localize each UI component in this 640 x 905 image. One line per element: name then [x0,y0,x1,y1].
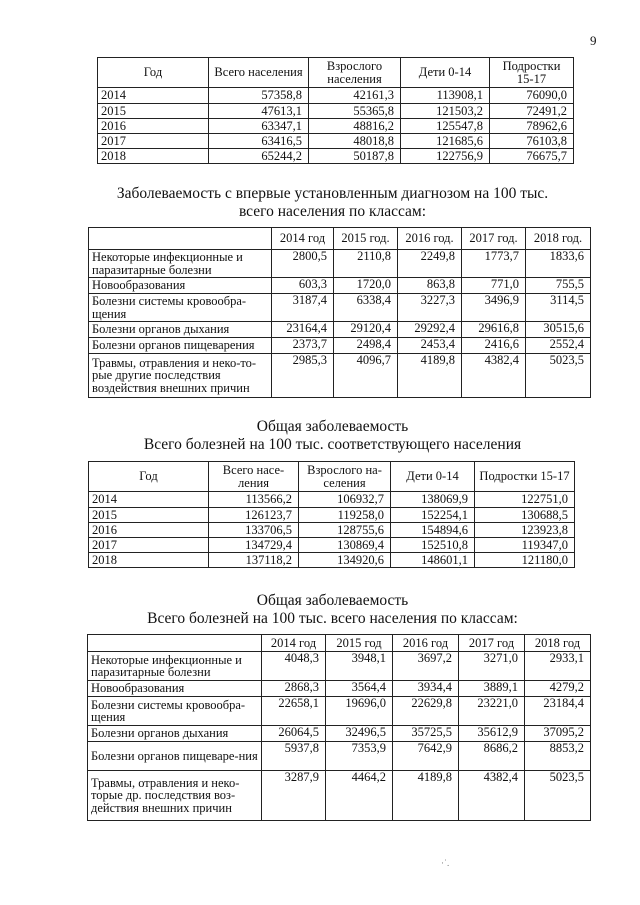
value-cell: 4382,4 [462,354,526,398]
header-year-2016: 2016 год. [398,228,462,250]
value-cell: 2498,4 [334,338,398,354]
table-row [98,149,574,164]
value-cell: 2110,8 [334,250,398,278]
value-cell: 4048,3 [262,652,326,681]
value-cell: 1773,7 [462,250,526,278]
value-cell: 121180,0 [475,553,575,568]
value-cell: 3227,3 [398,294,462,322]
value-cell: 3697,2 [393,652,459,681]
value-cell: 138069,9 [391,492,475,508]
value-cell: 48816,2 [309,119,401,134]
year-cell: 2014 [98,88,209,104]
disease-class-cell: Болезни органов пищеваре-ния [88,742,262,771]
header-year-2014: 2014 год [262,635,326,652]
year-cell: 2015 [89,508,209,523]
disease-class-cell: Болезни системы кровообра-щения [89,294,272,322]
disease-class-cell: Некоторые инфекционные и паразитарные болезни [89,250,272,278]
table-row [88,771,591,821]
header-children: Дети 0-14 [391,462,475,492]
value-cell: 4096,7 [334,354,398,398]
table-row [98,134,574,149]
header-teenagers: Подростки 15-17 [490,58,574,88]
header-year-2018: 2018 год. [526,228,591,250]
value-cell: 2249,8 [398,250,462,278]
header-year: Год [98,58,209,88]
table-row [88,652,591,681]
value-cell: 3948,1 [326,652,393,681]
value-cell: 76675,7 [490,149,574,164]
value-cell: 130869,4 [299,538,391,553]
year-cell: 2016 [98,119,209,134]
disease-class-cell: Новообразования [89,278,272,294]
value-cell: 755,5 [526,278,591,294]
value-cell: 152254,1 [391,508,475,523]
value-cell: 130688,5 [475,508,575,523]
header-year-2014: 2014 год [272,228,334,250]
value-cell: 6338,4 [334,294,398,322]
value-cell: 3564,4 [326,681,393,697]
value-cell: 119258,0 [299,508,391,523]
value-cell: 63416,5 [209,134,309,149]
value-cell: 3889,1 [459,681,525,697]
header-year-2015: 2015 год [326,635,393,652]
value-cell: 2985,3 [272,354,334,398]
value-cell: 65244,2 [209,149,309,164]
value-cell: 1720,0 [334,278,398,294]
section-heading-new-diagnosis [60,185,605,221]
page-number: 9 [590,33,597,48]
total-morbidity-by-class-table [87,634,591,821]
value-cell: 29292,4 [398,322,462,338]
value-cell: 29120,4 [334,322,398,338]
value-cell: 113566,2 [209,492,299,508]
value-cell: 47613,1 [209,104,309,119]
disease-class-cell: Травмы, отравления и неко-торые др. последствия воз-действия внешних причин [88,771,262,821]
value-cell: 771,0 [462,278,526,294]
value-cell: 122751,0 [475,492,575,508]
table-row [88,726,591,742]
value-cell: 7642,9 [393,742,459,771]
disease-class-cell: Травмы, отравления и неко-то-рые другие последствия воздействия внешних причин [89,354,272,398]
header-year-2017: 2017 год. [462,228,526,250]
header-year: Год [89,462,209,492]
value-cell: 23221,0 [459,697,525,726]
heading-line: Всего болезней на 100 тыс. всего населения по классам: [147,610,518,627]
table-row [88,742,591,771]
header-year-2015: 2015 год. [334,228,398,250]
value-cell: 7353,9 [326,742,393,771]
disease-class-cell: Болезни органов дыхания [88,726,262,742]
section-heading-total-morbidity [60,418,605,454]
value-cell: 3271,0 [459,652,525,681]
header-class [88,635,262,652]
table-row [89,538,575,553]
table-row [89,354,591,398]
value-cell: 42161,3 [309,88,401,104]
value-cell: 48018,8 [309,134,401,149]
value-cell: 121503,2 [401,104,490,119]
new-diagnosis-by-class-table [88,227,591,398]
value-cell: 3114,5 [526,294,591,322]
value-cell: 2416,6 [462,338,526,354]
heading-line: Общая заболеваемость [256,592,409,609]
value-cell: 137118,2 [209,553,299,568]
value-cell: 2868,3 [262,681,326,697]
value-cell: 63347,1 [209,119,309,134]
value-cell: 2453,4 [398,338,462,354]
table-row [98,119,574,134]
table-row [89,508,575,523]
value-cell: 57358,8 [209,88,309,104]
header-adult-population: Взрослого населения [309,58,401,88]
value-cell: 134729,4 [209,538,299,553]
value-cell: 603,3 [272,278,334,294]
value-cell: 3287,9 [262,771,326,821]
value-cell: 113908,1 [401,88,490,104]
value-cell: 5937,8 [262,742,326,771]
value-cell: 4279,2 [525,681,591,697]
table-row [89,523,575,538]
value-cell: 5023,5 [525,771,591,821]
value-cell: 22658,1 [262,697,326,726]
value-cell: 23184,4 [525,697,591,726]
header-class [89,228,272,250]
table-row [89,492,575,508]
value-cell: 1833,6 [526,250,591,278]
value-cell: 134920,6 [299,553,391,568]
value-cell: 19696,0 [326,697,393,726]
value-cell: 4189,8 [398,354,462,398]
header-year-2018: 2018 год [525,635,591,652]
year-cell: 2017 [98,134,209,149]
value-cell: 32496,5 [326,726,393,742]
header-year-2016: 2016 год [393,635,459,652]
value-cell: 26064,5 [262,726,326,742]
section-heading-total-by-class [60,592,605,628]
value-cell: 2800,5 [272,250,334,278]
value-cell: 72491,2 [490,104,574,119]
value-cell: 133706,5 [209,523,299,538]
scan-speck: ·˙. [441,858,450,868]
header-adult-population: Взрослого на-селения [299,462,391,492]
value-cell: 126123,7 [209,508,299,523]
value-cell: 3496,9 [462,294,526,322]
table-row [89,322,591,338]
value-cell: 119347,0 [475,538,575,553]
value-cell: 863,8 [398,278,462,294]
value-cell: 123923,8 [475,523,575,538]
table-row [89,250,591,278]
population-disease-table [97,57,574,164]
disease-class-cell: Болезни системы кровообра-щения [88,697,262,726]
value-cell: 5023,5 [526,354,591,398]
disease-class-cell: Некоторые инфекционные и паразитарные болезни [88,652,262,681]
value-cell: 30515,6 [526,322,591,338]
value-cell: 152510,8 [391,538,475,553]
header-total-population: Всего населения [209,58,309,88]
value-cell: 148601,1 [391,553,475,568]
value-cell: 29616,8 [462,322,526,338]
value-cell: 3187,4 [272,294,334,322]
value-cell: 128755,6 [299,523,391,538]
heading-line: Заболеваемость с впервые установленным диагнозом на 100 тыс. [116,185,549,202]
value-cell: 106932,7 [299,492,391,508]
value-cell: 50187,8 [309,149,401,164]
value-cell: 3934,4 [393,681,459,697]
value-cell: 35725,5 [393,726,459,742]
value-cell: 122756,9 [401,149,490,164]
table-row [89,278,591,294]
table-row [89,294,591,322]
year-cell: 2018 [89,553,209,568]
value-cell: 55365,8 [309,104,401,119]
value-cell: 8686,2 [459,742,525,771]
table-row [89,553,575,568]
header-children: Дети 0-14 [401,58,490,88]
value-cell: 78962,6 [490,119,574,134]
heading-line: всего населения по классам: [238,203,427,220]
value-cell: 37095,2 [525,726,591,742]
total-morbidity-population-table [88,461,575,568]
value-cell: 154894,6 [391,523,475,538]
table-row [88,681,591,697]
value-cell: 4382,4 [459,771,525,821]
header-total-population: Всего насе-ления [209,462,299,492]
year-cell: 2017 [89,538,209,553]
year-cell: 2016 [89,523,209,538]
value-cell: 125547,8 [401,119,490,134]
value-cell: 8853,2 [525,742,591,771]
value-cell: 2933,1 [525,652,591,681]
value-cell: 22629,8 [393,697,459,726]
disease-class-cell: Новообразования [88,681,262,697]
year-cell: 2015 [98,104,209,119]
value-cell: 2552,4 [526,338,591,354]
value-cell: 4464,2 [326,771,393,821]
value-cell: 23164,4 [272,322,334,338]
heading-line: Всего болезней на 100 тыс. соответствующего населения [143,436,522,453]
table-row [89,338,591,354]
disease-class-cell: Болезни органов пищеварения [89,338,272,354]
header-year-2017: 2017 год [459,635,525,652]
table-row [88,697,591,726]
value-cell: 2373,7 [272,338,334,354]
table-row [98,88,574,104]
heading-line: Общая заболеваемость [256,418,409,435]
value-cell: 4189,8 [393,771,459,821]
value-cell: 76103,8 [490,134,574,149]
table-row [98,104,574,119]
header-teenagers: Подростки 15-17 [475,462,575,492]
value-cell: 121685,6 [401,134,490,149]
value-cell: 76090,0 [490,88,574,104]
disease-class-cell: Болезни органов дыхания [89,322,272,338]
value-cell: 35612,9 [459,726,525,742]
year-cell: 2014 [89,492,209,508]
year-cell: 2018 [98,149,209,164]
